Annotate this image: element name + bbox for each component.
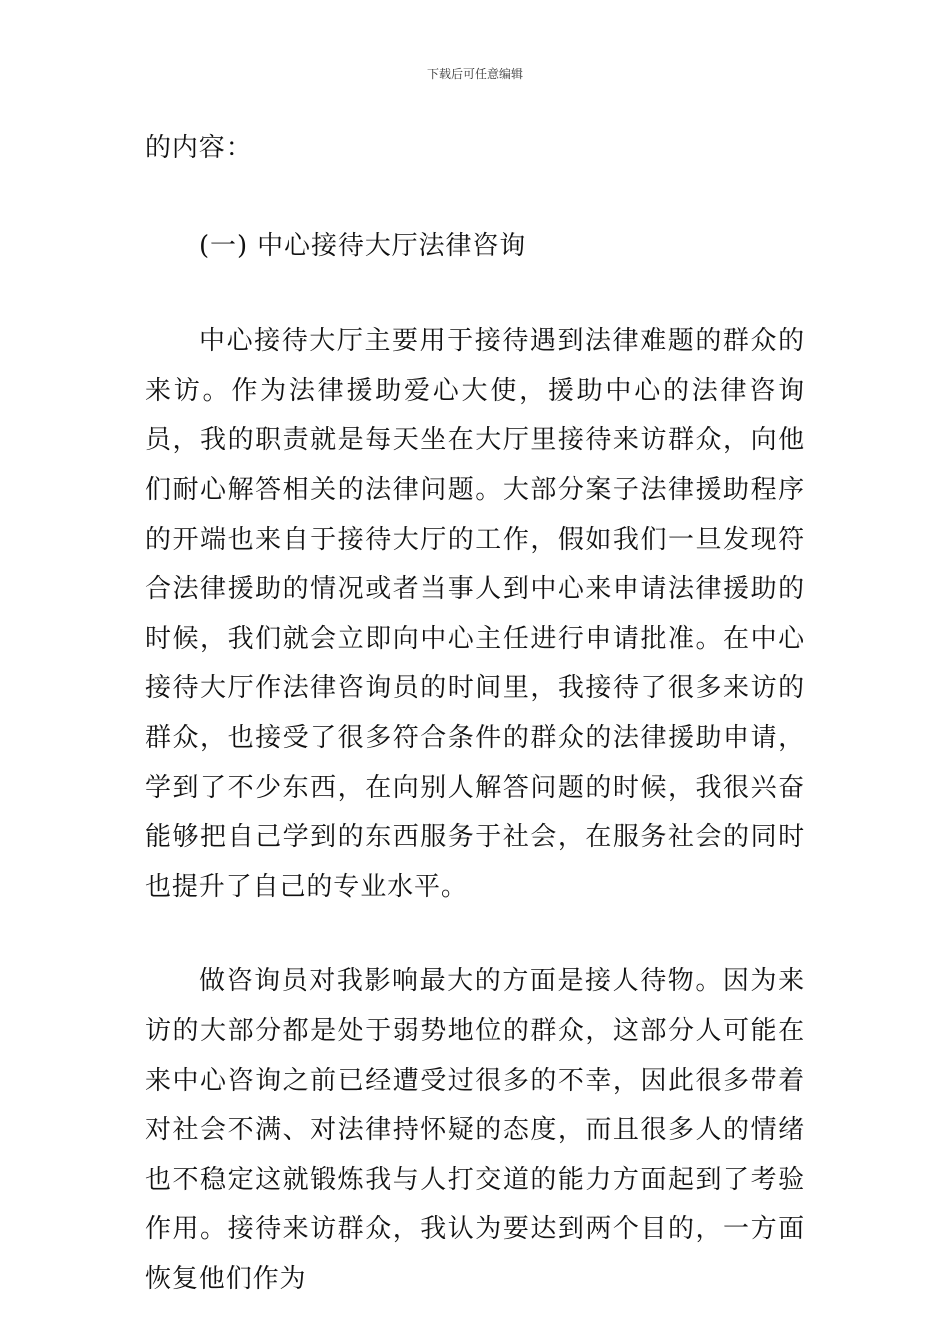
paragraph-reception-hall: 中心接待大厅主要用于接待遇到法律难题的群众的来访。作为法律援助爱心大使，援助中心的法律咨询员，我的职责就是每天坐在大厅里接待来访群众，向他们耐心解答相关的法律问题。大部分案子法律援助程序的开端也来自于接待大厅的工作，假如我们一旦发现符合法律援助的情况或者当事人到中心来申请法律援助的时候，我们就会立即向中心主任进行申请批准。在中心接待大厅作法律咨询员的时间里，我接待了很多来访的群众，也接受了很多符合条件的群众的法律援助申请，学到了不少东西，在向别人解答问题的时候，我很兴奋能够把自己学到的东西服务于社会，在服务社会的同时也提升了自己的专业水平。 bbox=[145, 326, 805, 902]
intro-text: 的内容： bbox=[145, 133, 253, 163]
document-body bbox=[145, 124, 805, 1304]
paragraph-consultant-experience: 做咨询员对我影响最大的方面是接人待物。因为来访的大部分都是处于弱势地位的群众，这部分人可能在来中心咨询之前已经遭受过很多的不幸，因此很多带着对社会不满、对法律持怀疑的态度，而且很多人的情绪也不稳定这就锻炼我与人打交道的能力方面起到了考验作用。接待来访群众，我认为要达到两个目的，一方面恢复他们作为 bbox=[145, 966, 805, 1294]
section-heading: (一) 中心接待大厅法律咨询 bbox=[199, 230, 527, 261]
page-header: 下载后可任意编辑 bbox=[426, 67, 523, 81]
